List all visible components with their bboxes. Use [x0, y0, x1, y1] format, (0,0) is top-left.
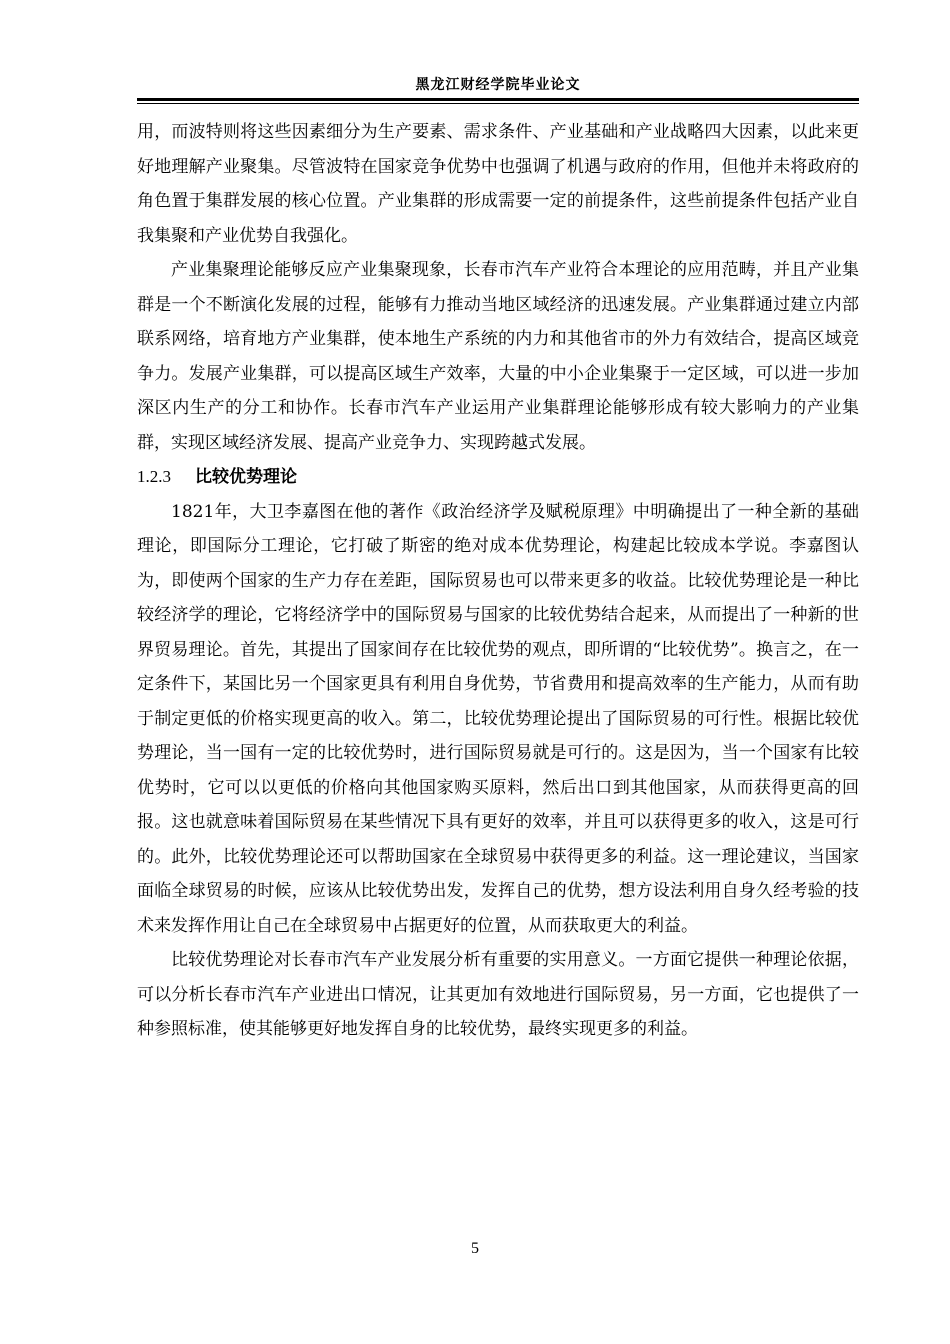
paragraph-1: 用，而波特则将这些因素细分为生产要素、需求条件、产业基础和产业战略四大因素，以此来更好地理解产业聚集。尽管波特在国家竞争优势中也强调了机遇与政府的作用，但他并未将政府的角色置于集群发展的核心位置。产业集群的形成需要一定的前提条件，这些前提条件包括产业自我集聚和产业优势自我强化。	[137, 122, 859, 246]
page-number: 5	[471, 1240, 479, 1257]
section-heading	[137, 460, 859, 495]
section-title: 比较优势理论	[195, 467, 297, 487]
paragraph-3: 1821年，大卫李嘉图在他的著作《政治经济学及赋税原理》中明确提出了一种全新的基础理论，即国际分工理论，它打破了斯密的绝对成本优势理论，构建起比较成本学说。李嘉图认为，即使两个国家的生产力存在差距，国际贸易也可以带来更多的收益。比较优势理论是一种比较经济学的理论，它将经济学中的国际贸易与国家的比较优势结合起来，从而提出了一种新的世界贸易理论。首先，其提出了国家间存在比较优势的观点，即所谓的“比较优势”。换言之，在一定条件下，某国比另一个国家更具有利用自身优势，节省费用和提高效率的生产能力，从而有助于制定更低的价格实现更高的收入。第二，比较优势理论提出了国际贸易的可行性。根据比较优势理论，当一国有一定的比较优势时，进行国际贸易就是可行的。这是因为，当一个国家有比较优势时，它可以以更低的价格向其他国家购买原料，然后出口到其他国家，从而获得更高的回报。这也就意味着国际贸易在某些情况下具有更好的效率，并且可以获得更多的收入，这是可行的。此外，比较优势理论还可以帮助国家在全球贸易中获得更多的利益。这一理论建议，当国家面临全球贸易的时候，应该从比较优势出发，发挥自己的优势，想方设法利用自身久经考验的技术来发挥作用让自己在全球贸易中占据更好的位置，从而获取更大的利益。	[137, 501, 859, 936]
header-rule-thin	[137, 103, 859, 104]
paragraph-2: 产业集聚理论能够反应产业集聚现象，长春市汽车产业符合本理论的应用范畴，并且产业集群是一个不断演化发展的过程，能够有力推动当地区域经济的迅速发展。产业集群通过建立内部联系网络，培育地方产业集群，使本地生产系统的内力和其他省市的外力有效结合，提高区域竞争力。发展产业集群，可以提高区域生产效率，大量的中小企业集聚于一定区域，可以进一步加深区内生产的分工和协作。长春市汽车产业运用产业集群理论能够形成有较大影响力的产业集群，实现区域经济发展、提高产业竞争力、实现跨越式发展。	[137, 260, 859, 453]
page-body	[137, 115, 859, 1047]
paragraph-4: 比较优势理论对长春市汽车产业发展分析有重要的实用意义。一方面它提供一种理论依据，可以分析长春市汽车产业进出口情况，让其更加有效地进行国际贸易，另一方面，它也提供了一种参照标准，使其能够更好地发挥自身的比较优势，最终实现更多的利益。	[137, 950, 859, 1039]
page-header: 黑龙江财经学院毕业论文	[415, 77, 581, 93]
header-rule-thick	[137, 98, 859, 101]
section-number: 1.2.3	[137, 467, 171, 486]
